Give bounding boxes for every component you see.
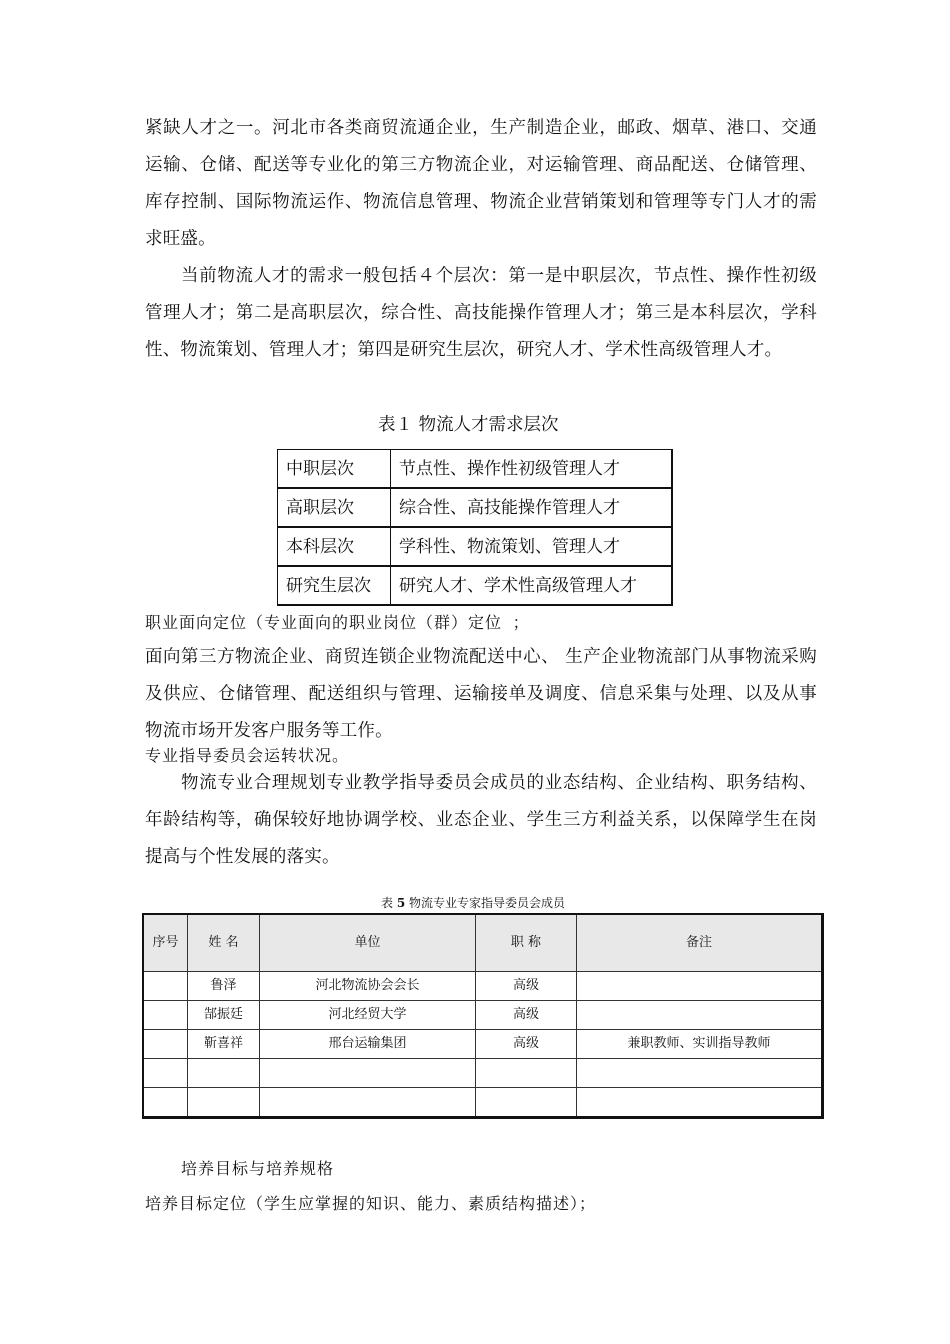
paragraph-demand-levels: 当前物流人才的需求一般包括４个层次：第一是中职层次，节点性、操作性初级管理人才；第二是高职层次，综合性、高技能操作管理人才；第三是本科层次，学科性、物流策划、管理人才；第四是研究生层次，研究人才、学术性高级管理人才。 bbox=[145, 266, 817, 360]
column-header-title: 职 称 bbox=[476, 914, 577, 972]
table-cell: 河北经贸大学 bbox=[260, 1001, 476, 1030]
heading-committee-status: 专业指导委员会运转状况。 bbox=[145, 746, 350, 765]
heading-career-orientation: 职业面向定位（专业面向的职业岗位（群）定位 ； bbox=[145, 613, 530, 632]
table-row bbox=[143, 1001, 823, 1030]
column-header-name: 姓 名 bbox=[188, 914, 260, 972]
table-cell bbox=[577, 1088, 823, 1118]
table-row bbox=[143, 1030, 823, 1059]
table-cell: 高级 bbox=[476, 1030, 577, 1059]
table-cell: 综合性、高技能操作管理人才 bbox=[391, 488, 673, 527]
table-cell bbox=[143, 972, 188, 1001]
table-cell bbox=[476, 1088, 577, 1118]
table5-caption-number: 5 bbox=[396, 896, 406, 910]
paragraph-career-targets: 面向第三方物流企业、商贸连锁企业物流配送中心、 生产企业物流部门从事物流采购及供应、仓储管理、配送组织与管理、运输接单及调度、信息采集与处理、以及从事物流市场开发客户服务等工作。 bbox=[145, 647, 817, 741]
table-row bbox=[143, 1088, 823, 1118]
table-cell: 学科性、物流策划、管理人才 bbox=[391, 527, 673, 566]
table-committee-members bbox=[142, 913, 824, 1119]
table-cell: 高职层次 bbox=[278, 488, 391, 527]
table-cell: 节点性、操作性初级管理人才 bbox=[391, 450, 673, 489]
table-row bbox=[278, 450, 673, 489]
table-cell bbox=[260, 1059, 476, 1088]
table-cell: 河北物流协会会长 bbox=[260, 972, 476, 1001]
table5-caption-text: 物流专业专家指导委员会成员 bbox=[409, 896, 566, 910]
table-cell bbox=[577, 1059, 823, 1088]
heading-training-goals: 培养目标与培养规格 bbox=[181, 1159, 335, 1178]
table-cell: 高级 bbox=[476, 972, 577, 1001]
paragraph-committee-structure: 物流专业合理规划专业教学指导委员会成员的业态结构、企业结构、职务结构、年龄结构等，确保较好地协调学校、业态企业、学生三方利益关系，以保障学生在岗提高与个性发展的落实。 bbox=[145, 773, 817, 867]
table-cell: 研究生层次 bbox=[278, 566, 391, 605]
table-row bbox=[143, 1059, 823, 1088]
table-cell: 邢台运输集团 bbox=[260, 1030, 476, 1059]
table-cell bbox=[143, 1088, 188, 1118]
column-header-unit: 单位 bbox=[260, 914, 476, 972]
table-cell: 研究人才、学术性高级管理人才 bbox=[391, 566, 673, 605]
table-cell: 郜振廷 bbox=[188, 1001, 260, 1030]
table-cell bbox=[260, 1088, 476, 1118]
table-cell: 本科层次 bbox=[278, 527, 391, 566]
table-header-row bbox=[143, 914, 823, 972]
table-cell bbox=[143, 1059, 188, 1088]
table-row bbox=[143, 972, 823, 1001]
table5-caption bbox=[381, 895, 565, 911]
table-cell: 鲁泽 bbox=[188, 972, 260, 1001]
table-cell: 靳喜祥 bbox=[188, 1030, 260, 1059]
table-row bbox=[278, 527, 673, 566]
table-cell bbox=[188, 1059, 260, 1088]
table-cell bbox=[188, 1088, 260, 1118]
table-cell bbox=[476, 1059, 577, 1088]
table1-caption: 表１ 物流人才需求层次 bbox=[378, 415, 559, 435]
table-cell bbox=[577, 1001, 823, 1030]
heading-goal-positioning: 培养目标定位（学生应掌握的知识、能力、素质结构描述）； bbox=[145, 1194, 597, 1213]
table-talent-levels bbox=[277, 449, 673, 606]
table-cell bbox=[577, 972, 823, 1001]
column-header-remarks: 备注 bbox=[577, 914, 823, 972]
table5-caption-prefix: 表 bbox=[381, 896, 394, 910]
table-row bbox=[278, 566, 673, 605]
table-cell bbox=[143, 1001, 188, 1030]
paragraph-talent-demand: 紧缺人才之一。河北市各类商贸流通企业，生产制造企业，邮政、烟草、港口、交通运输、仓储、配送等专业化的第三方物流企业，对运输管理、商品配送、仓储管理、库存控制、国际物流运作、物流信息管理、物流企业营销策划和管理等专门人才的需求旺盛。 bbox=[145, 118, 817, 249]
table-row bbox=[278, 488, 673, 527]
table-cell: 中职层次 bbox=[278, 450, 391, 489]
table-cell: 高级 bbox=[476, 1001, 577, 1030]
table-cell: 兼职教师、实训指导教师 bbox=[577, 1030, 823, 1059]
table-cell bbox=[143, 1030, 188, 1059]
column-header-index: 序号 bbox=[143, 914, 188, 972]
